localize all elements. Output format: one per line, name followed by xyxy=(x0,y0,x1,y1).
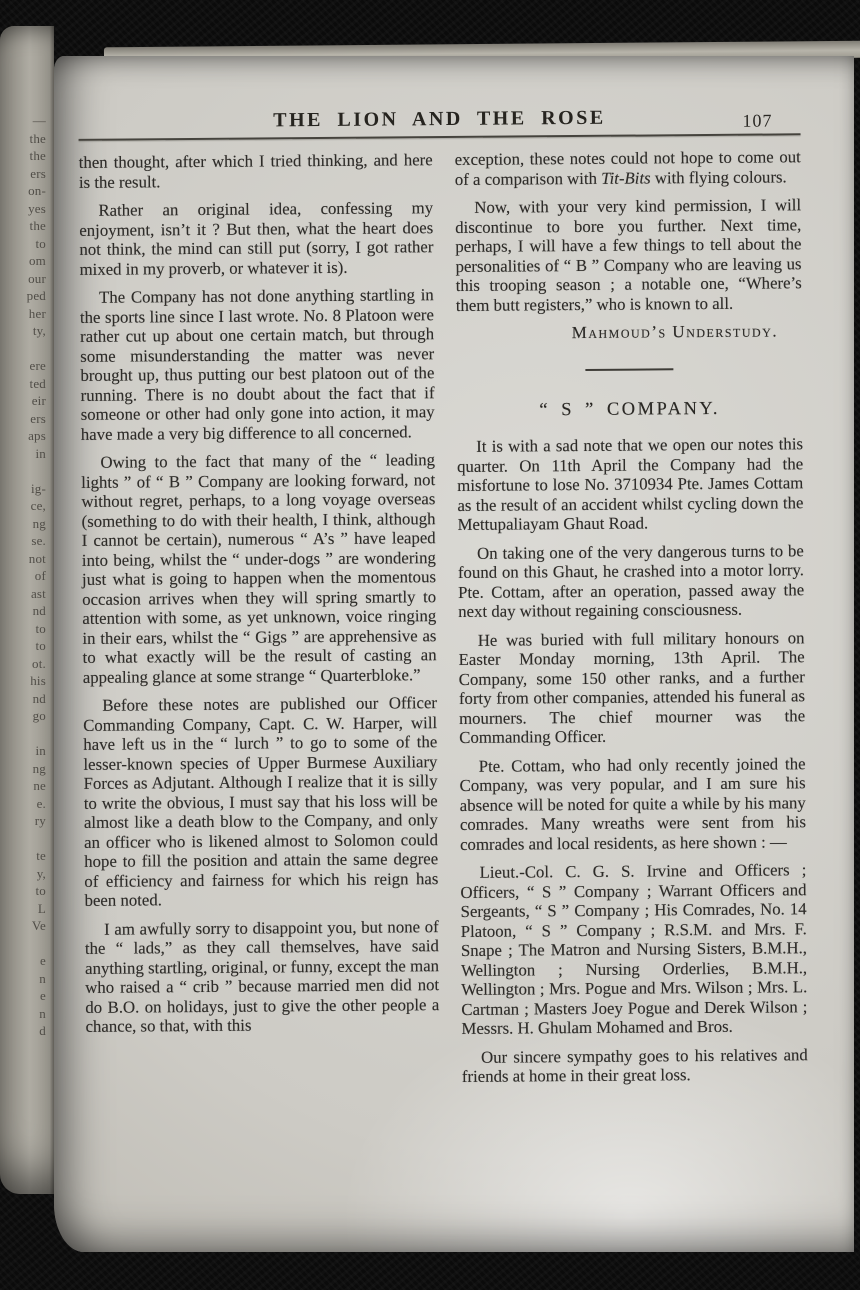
spine-fragment-text: go xyxy=(32,708,46,723)
spine-fragment-text: y, xyxy=(36,865,46,881)
spine-fragment-text: ig- xyxy=(30,480,46,496)
spine-fragment-text: of xyxy=(34,568,46,583)
spine-fragment-text: ne xyxy=(33,778,46,793)
spine-fragment-text: our xyxy=(28,270,46,286)
spine-fragment-text: the xyxy=(29,148,46,163)
article-paragraph: He was buried with full military honours on Easter Monday morning, 13th April. The Company, some 150 other ranks, and a further forty from other companies, attended his funeral as mourners. The chief mourner was the Commanding Officer. xyxy=(458,627,806,747)
article-paragraph: Lieut.-Col. C. G. S. Irvine and Officers ; Officers, “ S ” Company ; Warrant Officers and Sergeants, “ S ” Company ; His Comrades, No. 14 Platoon, “ S ” Company ; R.S.M. and Mrs. F. Snape ; The Matron and Nursing Sisters, B.M.H., Wellington ; Nursing Orderlies, B.M.H., Wellington ; Mrs. Pogue and Mrs. Wilson ; Mrs. L. Cartman ; Masters Joey Pogue and Derek Wilson ; Messrs. H. Ghulam Mohamed and Bros. xyxy=(460,860,808,1038)
spine-fragment-text: nd xyxy=(32,603,46,618)
spine-fragment-text: the xyxy=(29,130,46,146)
spine-fragment-text: te xyxy=(36,848,46,863)
spine-fragment-text: — xyxy=(32,113,46,128)
article-paragraph: Before these notes are published our Officer Commanding Company, Capt. C. W. Harper, will have left us in the “ lurch ” to go to some of the lesser-known species of Upper Burmese Auxiliary Forces as Adjutant. Although I realize that it is silly to write the obvious, I must say that his loss will be almost like a death blow to the Company, and only an officer who is likened almost to Solomon could hope to fill the position and attain the same degree of efficiency and fairness for which his reign has been noted. xyxy=(83,693,439,910)
spine-fragment-text: to xyxy=(35,638,46,653)
spine-fragment-text xyxy=(0,830,46,848)
author-signature: Mahmoud’s Understudy. xyxy=(571,321,779,343)
spine-fragment-text: her xyxy=(28,305,46,321)
spine-fragment-text: om xyxy=(28,253,46,268)
spine-fragment-text: not xyxy=(28,550,46,566)
article-paragraph: Our sincere sympathy goes to his relatives and friends at home in their great loss. xyxy=(461,1044,808,1086)
article-paragraph: Pte. Cottam, who had only recently joined the Company, was very popular, and I am sure his absence will be noted for quite a while by his many comrades. Many wreaths were sent from his comrades and local residents, as here shown : — xyxy=(459,753,807,854)
spine-fragment-text xyxy=(0,340,46,358)
page-number: 107 xyxy=(742,110,773,131)
spine-fragment-text: aps xyxy=(28,428,46,443)
article-paragraph: The Company has not done anything startling in the sports line since I last wrote. No. 8 Platoon were rather cut up about one certain match, but through some misunderstanding the matter was never brought up, thus putting our best platoon out of the running. There is no doubt about the fact that if someone or other had only gone into action, it may have made a very big difference to all concerned. xyxy=(79,285,435,444)
spine-fragment-text: in xyxy=(35,445,46,461)
spine-fragment-text: nd xyxy=(32,690,46,706)
facing-page-text-fragments xyxy=(0,26,54,1040)
spine-fragment-text: in xyxy=(35,743,46,758)
spine-fragment-text: n xyxy=(39,970,46,986)
paragraph-text: with flying colours. xyxy=(650,166,787,187)
spine-fragment-text: ers xyxy=(30,165,46,181)
spine-fragment-text: d xyxy=(39,1023,46,1038)
spine-fragment-text: his xyxy=(30,673,46,688)
spine-fragment-text: yes xyxy=(28,200,46,216)
spine-fragment-text: ry xyxy=(34,813,46,828)
section-divider xyxy=(585,368,673,371)
two-column-text xyxy=(79,147,808,1098)
spine-fragment-text: ty, xyxy=(32,323,46,338)
spine-fragment-text: L xyxy=(37,900,46,916)
spine-fragment-text xyxy=(0,725,46,743)
spine-fragment-text: ot. xyxy=(32,655,46,671)
magazine-page xyxy=(54,56,854,1252)
article-paragraph: Owing to the fact that many of the “ leading lights ” of “ B ” Company are looking forward, not without regret, perhaps, to a long voyage overseas (something to do with their health, I think, although I cannot be certain), numerous “ A’s ” have leaped into being, whilst the “ under-dogs ” are wondering just what is going to happen when the momentous occasion arrives when they will spring smartly to attention with some, as yet unknown, voice ringing in their ears, whilst the “ Gigs ” are apprehensive as to what exactly will be the result of casting an appealing glance at some strange “ Quarterbloke.” xyxy=(81,450,437,687)
spine-fragment-text: ped xyxy=(26,288,46,303)
spine-fragment-text: to xyxy=(35,235,46,251)
spine-fragment-text: eir xyxy=(31,393,46,408)
spine-fragment-text: to xyxy=(35,883,46,898)
spine-fragment-text: e xyxy=(40,953,46,968)
spine-fragment-text xyxy=(0,935,46,953)
facing-page-edge xyxy=(0,26,54,1194)
spine-fragment-text: on- xyxy=(28,183,46,198)
spine-fragment-text: ast xyxy=(30,585,46,601)
spine-fragment-text: the xyxy=(29,218,46,233)
spine-fragment-text: e xyxy=(40,988,46,1003)
spine-fragment-text xyxy=(0,462,46,480)
spine-fragment-text: ng xyxy=(32,760,46,776)
right-column xyxy=(455,147,808,1095)
left-column xyxy=(79,150,440,1098)
spine-fragment-text: e. xyxy=(36,795,46,811)
spine-fragment-text: to xyxy=(35,620,46,636)
section-heading: “ S ” COMPANY. xyxy=(539,398,721,420)
running-header xyxy=(78,105,800,137)
italic-title-tit-bits: Tit-Bits xyxy=(601,167,651,188)
article-paragraph: Rather an original idea, confessing my enjoyment, isn’t it ? But then, what the heart does not think, the mind can still put (sorry, I got rather mixed in my proverb, or whatever it is). xyxy=(79,198,434,279)
spine-fragment-text: n xyxy=(39,1005,46,1021)
article-paragraph: Now, with your very kind permission, I will discontinue to bore you further. Next time, perhaps, I will have a few things to tell about the personalities of “ B ” Company who are leaving us this trooping season ; a notable one, “Where’s them butt registers,” who is known to all. xyxy=(455,195,802,315)
spine-fragment-text: se. xyxy=(31,533,46,548)
spine-fragment-text: Ve xyxy=(31,918,46,933)
spine-fragment-text: ted xyxy=(29,375,46,391)
article-paragraph: It is with a sad note that we open our notes this quarter. On 11th April the Company had the misfortune to lose No. 3710934 Pte. James Cottam as the result of an accident whilst cycling down the Mettupaliayam Ghaut Road. xyxy=(457,434,804,534)
spine-fragment-text: ers xyxy=(30,410,46,426)
article-paragraph: On taking one of the very dangerous turns to be found on this Ghaut, he crashed into a motor lorry. Pte. Cottam, after an operation, passed away the next day without regaining consciousness. xyxy=(457,540,805,621)
spine-fragment-text: ere xyxy=(29,358,46,373)
article-paragraph: then thought, after which I tried thinking, and here is the result. xyxy=(78,150,433,192)
spine-fragment-text: ng xyxy=(32,515,46,531)
paragraph-text: exception, these notes could not hope to come out of a comparison with xyxy=(454,147,801,189)
journal-title: THE LION AND THE ROSE xyxy=(273,106,606,132)
page-content xyxy=(50,53,858,1099)
article-paragraph: I am awfully sorry to disappoint you, but none of the “ lads,” as they call themselves, have said anything startling, original, or funny, except the man who raised a “ crib ” because married men did not do B.O. on holidays, just to give the other people a chance, so that, with this xyxy=(84,916,440,1036)
article-paragraph xyxy=(455,147,801,189)
spine-fragment-text: ce, xyxy=(30,498,46,513)
